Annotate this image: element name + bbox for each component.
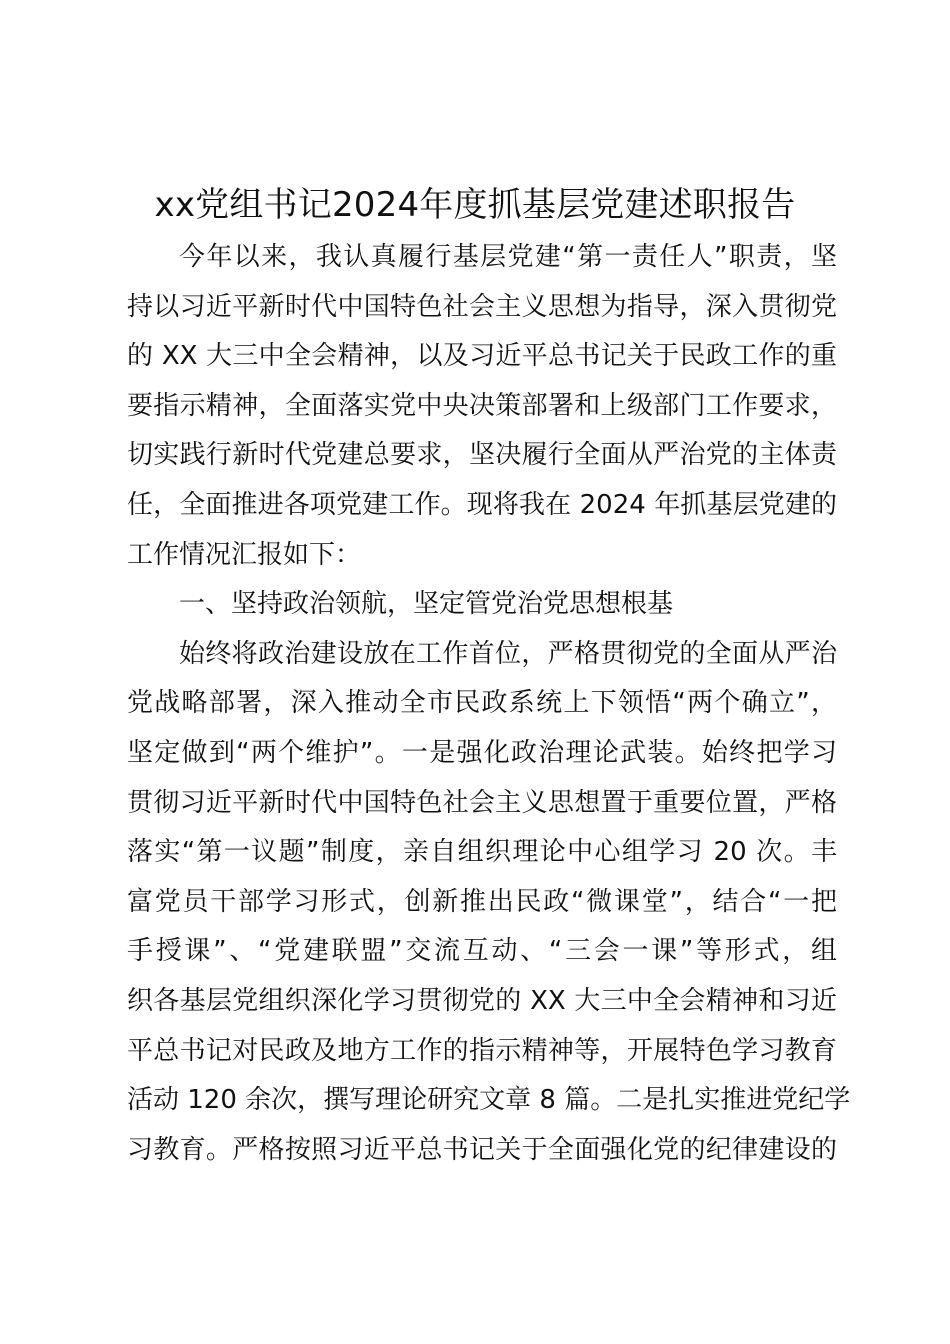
paragraph-line: 习教育。严格按照习近平总书记关于全面强化党的纪律建设的: [127, 1134, 837, 1165]
document-body: [127, 233, 851, 1175]
paragraph-line: 任，全面推进各项党建工作。现将我在 2024 年抓基层党建的: [127, 489, 837, 520]
paragraph-line: 织各基层党组织深化学习贯彻党的 XX 大三中全会精神和习近: [127, 985, 837, 1016]
paragraph-line: 坚定做到“两个维护”。一是强化政治理论武装。始终把学习: [127, 737, 837, 768]
paragraph-line: 持以习近平新时代中国特色社会主义思想为指导，深入贯彻党: [127, 291, 837, 322]
paragraph-line: 的 XX 大三中全会精神，以及习近平总书记关于民政工作的重: [127, 341, 837, 372]
paragraph-line: 落实“第一议题”制度，亲自组织理论中心组学习 20 次。丰: [127, 837, 837, 868]
paragraph-line: 贯彻习近平新时代中国特色社会主义思想置于重要位置，严格: [127, 787, 837, 818]
paragraph-line: 手授课”、“党建联盟”交流互动、“三会一课”等形式，组: [127, 936, 837, 967]
paragraph-line: 平总书记对民政及地方工作的指示精神等，开展特色学习教育: [127, 1035, 837, 1066]
paragraph-line: 富党员干部学习形式，创新推出民政“微课堂”，结合“一把: [127, 886, 837, 917]
paragraph-line: 今年以来，我认真履行基层党建“第一责任人”职责，坚: [179, 242, 837, 272]
paragraph-line: 要指示精神，全面落实党中央决策部署和上级部门工作要求，: [127, 390, 837, 421]
section-heading: 一、坚持政治领航，坚定管党治党思想根基: [179, 589, 674, 620]
paragraph-line: 党战略部署，深入推动全市民政系统上下领悟“两个确立”，: [127, 688, 837, 719]
paragraph-line: 活动 120 余次，撰写理论研究文章 8 篇。二是扎实推进党纪学: [127, 1085, 851, 1116]
paragraph-line: 工作情况汇报如下：: [127, 539, 362, 570]
document-title: xx党组书记2024年度抓基层党建述职报告: [154, 185, 796, 225]
paragraph-line: 切实践行新时代党建总要求，坚决履行全面从严治党的主体责: [127, 440, 837, 471]
paragraph-line: 始终将政治建设放在工作首位，严格贯彻党的全面从严治: [179, 638, 837, 669]
